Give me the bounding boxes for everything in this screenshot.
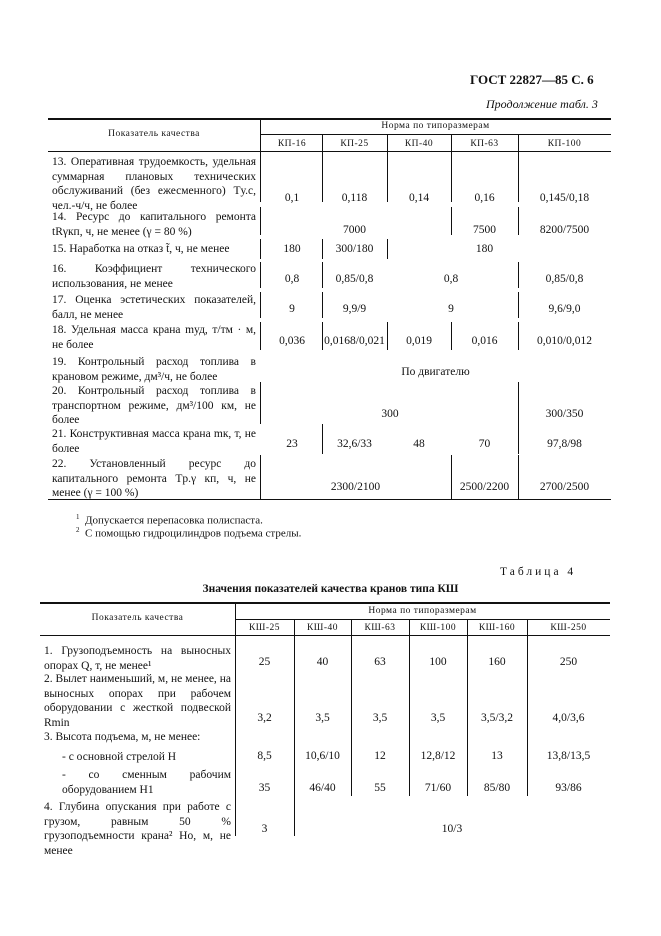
t4-column-header-ksh250: КШ-250 [550, 623, 587, 633]
row-17-text: 17. Оценка эстетических показателей, балл, не менее [52, 294, 256, 321]
row-13-kp40: 0,14 [408, 192, 430, 204]
row-13-kp25: 0,118 [341, 192, 368, 204]
row-17-kp16: 9 [289, 303, 295, 315]
row-17-kp25: 9,9/9 [342, 303, 367, 315]
row-16-text: 16. Коэффициент технического использования, не менее [52, 263, 256, 290]
t4-row-2-ksh100: 3,5 [430, 712, 446, 724]
t4-row-4-ksh25: 3 [261, 823, 268, 835]
t4-row-4-ksh40-ksh250: 10/3 [441, 823, 463, 835]
row-16-kp16: 0,8 [284, 273, 300, 285]
row-13-text: 13. Оперативная трудоемкость, удельная суммарная плановых технических обслуживаний (без ежесменного) Tу.с, чел.-ч/ч, не более [52, 156, 256, 212]
t4-row-3a-ksh160: 13 [491, 750, 503, 762]
t4-row-3b-ksh25: 35 [258, 782, 271, 794]
row-18-kp63: 0,016 [471, 335, 498, 347]
t4-row-4-text: 4. Глубина опускания при работе с грузом, равным 50 % грузоподъемности крана² Hо, м, не менее [44, 801, 231, 857]
row-18-kp40: 0,019 [406, 335, 432, 347]
footnote-2: $^2$ С помощью гидроцилиндров подъема стрелы. [76, 526, 302, 540]
t4-row-3b-ksh40: 46/40 [309, 782, 336, 794]
column-header-indicator: Показатель качества [108, 129, 200, 139]
column-header-kp100: КП-100 [547, 139, 582, 149]
row-13-kp16: 0,1 [284, 192, 300, 204]
t4-row-1-ksh250: 250 [559, 656, 578, 668]
row-19-text: 19. Контрольный расход топлива в крановом режиме, дм³/ч, не более [52, 356, 256, 383]
row-18-kp25: 0,0168/0,021 [324, 335, 385, 347]
t4-row-2-ksh40: 3,5 [315, 712, 330, 724]
t4-column-header-ksh25: КШ-25 [248, 623, 281, 633]
row-20-kp16-kp63: 300 [381, 408, 399, 420]
row-18-kp16: 0,036 [279, 335, 305, 347]
t4-row-3a-text: - с основной стрелой H [62, 751, 177, 763]
row-19-all: По двигателю [401, 366, 470, 378]
t4-row-2-ksh63: 3,5 [372, 712, 388, 724]
row-20-text: 20. Контрольный расход топлива в транспортном режиме, дм³/100 км, не более [52, 385, 256, 426]
table-continuation-label: Продолжение табл. 3 [486, 97, 598, 111]
row-22-text: 22. Установленный ресурс до капитального ремонта Tр.γ кп, ч, не менее (γ = 100 %) [52, 458, 256, 499]
t4-column-header-ksh63: КШ-63 [364, 623, 396, 633]
row-18-text: 18. Удельная масса крана mуд, т/тм · м, не более [52, 324, 256, 351]
t4-column-header-ksh40: КШ-40 [306, 623, 339, 633]
footnote-2-text: С помощью гидроцилиндров подъема стрелы. [85, 527, 302, 540]
row-21-text: 21. Конструктивная масса крана mк, т, не более [52, 428, 256, 455]
column-header-kp16: КП-16 [277, 139, 307, 149]
row-14-kp16-kp40: 7000 [343, 224, 366, 236]
row-21-kp40: 48 [413, 438, 425, 450]
row-21-kp16: 23 [286, 438, 298, 450]
t4-row-3b-ksh63: 55 [374, 782, 386, 794]
row-21-kp100: 97,8/98 [547, 438, 582, 450]
t4-row-3-text: 3. Высота подъема, м, не менее: [44, 731, 201, 743]
t4-row-1-ksh40: 40 [316, 656, 329, 668]
row-22-kp100: 2700/2500 [539, 481, 590, 493]
t4-row-2-ksh250: 4,0/3,6 [552, 712, 585, 724]
t4-row-3a-ksh63: 12 [374, 750, 386, 762]
column-group-header: Норма по типоразмерам [381, 121, 490, 131]
row-16-kp100: 0,85/0,8 [545, 273, 584, 285]
row-14-kp63: 7500 [473, 224, 496, 236]
footnote-1-text: Допускается перепасовка полиспаста. [85, 514, 263, 527]
t4-row-3a-ksh40: 10,6/10 [305, 750, 340, 762]
row-14-kp100: 8200/7500 [539, 224, 590, 236]
row-21-kp63: 70 [478, 438, 491, 450]
t4-row-3a-ksh25: 8,5 [257, 750, 272, 762]
t4-row-3b-ksh250: 93/86 [555, 782, 582, 794]
t4-row-3a-ksh250: 13,8/13,5 [546, 750, 591, 762]
row-13-kp63: 0,16 [474, 192, 495, 204]
table-4-title: Значения показателей качества кранов типа КШ [202, 583, 459, 595]
row-17-kp40-kp63: 9 [448, 303, 454, 315]
t4-row-1-ksh100: 100 [429, 656, 447, 668]
row-21-kp25: 32,6/33 [337, 438, 372, 450]
t4-column-header-ksh160: КШ-160 [478, 623, 516, 633]
t4-row-1-ksh160: 160 [488, 656, 506, 668]
t4-row-1-ksh63: 63 [374, 656, 386, 668]
t4-row-2-ksh25: 3,2 [257, 712, 272, 724]
t4-column-header-ksh100: КШ-100 [419, 623, 457, 633]
row-16-kp40-kp63: 0,8 [443, 273, 459, 285]
document-id: ГОСТ 22827—85 С. 6 [470, 72, 594, 87]
t4-row-1-ksh25: 25 [258, 656, 271, 668]
row-15-text: 15. Наработка на отказ t̃, ч, не менее [52, 243, 230, 255]
t4-row-3b-text: - со сменным рабочим оборудованием H1 [62, 769, 231, 796]
column-header-kp25: КП-25 [340, 139, 369, 149]
row-15-kp16: 180 [283, 243, 301, 255]
row-20-kp100: 300/350 [545, 408, 584, 420]
table-4-label: Таблица 4 [500, 566, 577, 578]
row-14-text: 14. Ресурс до капитального ремонта tRγкп, ч, не менее (γ = 80 %) [52, 211, 256, 238]
row-22-kp16-kp40: 2300/2100 [330, 481, 381, 493]
t4-column-group-header: Норма по типоразмерам [368, 606, 477, 616]
row-15-kp40-kp100: 180 [475, 243, 494, 255]
row-18-kp100: 0,010/0,012 [537, 335, 592, 347]
row-17-kp100: 9,6/9,0 [548, 303, 581, 315]
row-16-kp25: 0,85/0,8 [335, 273, 374, 285]
t4-row-3b-ksh100: 71/60 [424, 782, 452, 794]
t4-row-1-text: 1. Грузоподъемность на выносных опорах Q, т, не менее¹ [44, 645, 231, 672]
row-13-kp100: 0,145/0,18 [539, 192, 590, 204]
footnote-1: $^1$ Допускается перепасовка полиспаста. [76, 513, 263, 527]
t4-row-3b-ksh160: 85/80 [483, 782, 511, 794]
column-header-kp40: КП-40 [404, 139, 434, 149]
t4-column-header-indicator: Показатель качества [91, 613, 184, 623]
row-15-kp25: 300/180 [335, 243, 374, 255]
column-header-kp63: КП-63 [470, 139, 499, 149]
t4-row-3a-ksh100: 12,8/12 [420, 750, 456, 762]
row-22-kp63: 2500/2200 [459, 481, 510, 493]
t4-row-2-ksh160: 3,5/3,2 [481, 712, 513, 724]
t4-row-2-text: 2. Вылет наименьший, м, не менее, на выносных опорах при рабочем оборудовании с жесткой подвеской Rmin [44, 673, 231, 729]
